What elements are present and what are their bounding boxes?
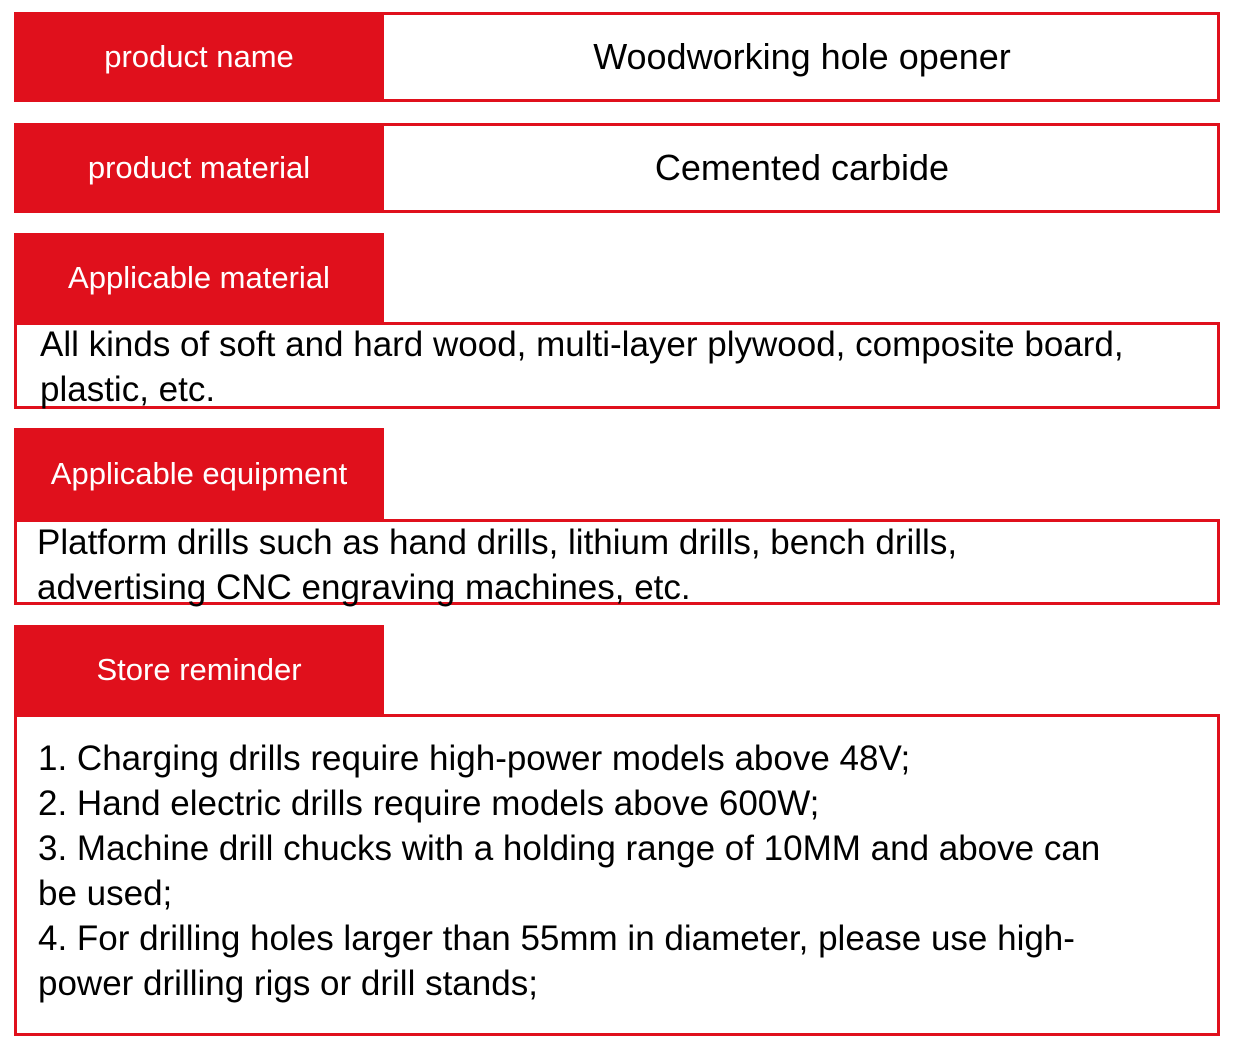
store-reminder-label: Store reminder: [14, 625, 384, 715]
applicable-equipment-line-2: advertising CNC engraving machines, etc.: [37, 568, 691, 607]
store-reminder-line-3: 3. Machine drill chucks with a holding range of 10MM and above can: [38, 829, 1101, 868]
product-material-label: product material: [14, 123, 384, 213]
product-name-value: Woodworking hole opener: [593, 36, 1011, 77]
store-reminder-line-6: power drilling rigs or drill stands;: [38, 964, 538, 1003]
applicable-equipment-label: Applicable equipment: [14, 428, 384, 520]
store-reminder-line-1: 1. Charging drills require high-power models above 48V;: [38, 739, 911, 778]
product-material-value: Cemented carbide: [654, 147, 950, 188]
product-name-label: product name: [14, 12, 384, 102]
applicable-material-line-2: plastic, etc.: [40, 370, 216, 409]
store-reminder-line-4: be used;: [38, 874, 173, 913]
applicable-equipment-line-1: Platform drills such as hand drills, lithium drills, bench drills,: [37, 523, 958, 562]
applicable-material-label: Applicable material: [14, 233, 384, 323]
store-reminder-line-5: 4. For drilling holes larger than 55mm in diameter, please use high-: [38, 919, 1075, 958]
store-reminder-line-2: 2. Hand electric drills require models above 600W;: [38, 784, 820, 823]
applicable-material-line-1: All kinds of soft and hard wood, multi-layer plywood, composite board,: [40, 325, 1124, 364]
